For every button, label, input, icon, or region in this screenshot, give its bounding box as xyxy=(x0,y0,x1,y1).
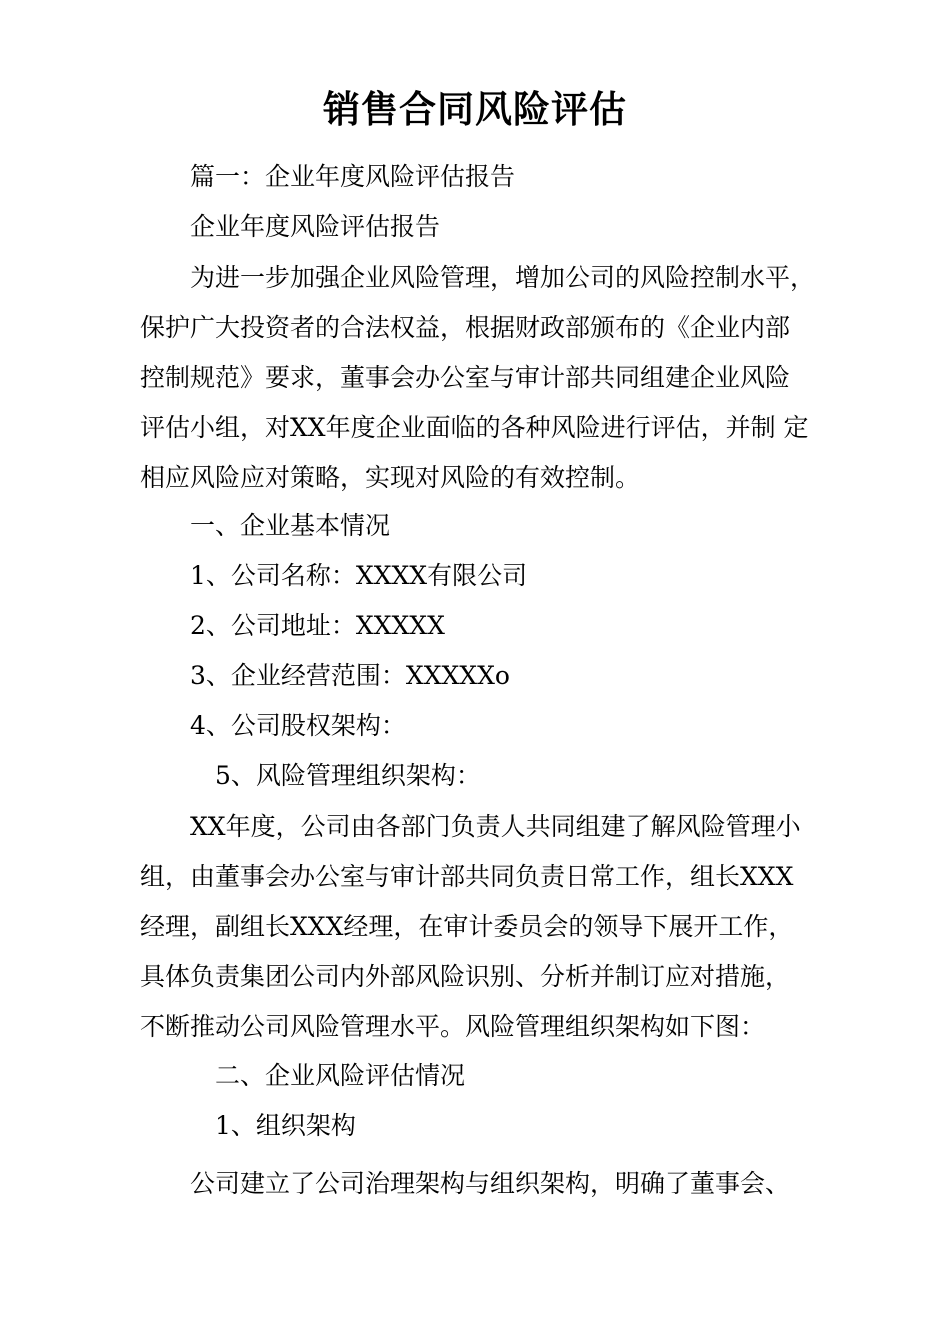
list-item: 2、公司地址：XXXXX xyxy=(190,611,445,640)
paragraph-line: 具体负责集团公司内外部风险识别、分析并制订应对措施， xyxy=(140,962,791,991)
list-item: 4、公司股权架构： xyxy=(190,711,406,740)
intro-paragraph xyxy=(140,253,830,503)
paragraph-line: 不断推动公司风险管理水平。风险管理组织架构如下图： xyxy=(140,1012,766,1041)
paragraph-line: 经理，副组长XXX经理，在审计委员会的领导下展开工作， xyxy=(140,912,794,941)
paragraph-line: 控制规范》要求，董事会办公室与审计部共同组建企业风险 xyxy=(140,363,791,392)
section-heading-1: 一、企业基本情况 xyxy=(190,511,391,540)
report-title-line: 企业年度风险评估报告 xyxy=(190,212,441,241)
paragraph-line: 公司建立了公司治理架构与组织架构，明确了董事会、 xyxy=(190,1169,791,1198)
paragraph-line: XX年度，公司由各部门负责人共同组建了解风险管理小 xyxy=(190,812,801,841)
paragraph-line: 评估小组，对XX年度企业面临的各种风险进行评估，并制 定 xyxy=(140,413,809,442)
paragraph-line: 组，由董事会办公室与审计部共同负责日常工作，组长XXX xyxy=(140,862,794,891)
document-title: 销售合同风险评估 xyxy=(323,88,627,131)
org-paragraph xyxy=(140,802,830,1052)
subtitle-line: 篇一：企业年度风险评估报告 xyxy=(190,162,516,191)
paragraph-line: 为进一步加强企业风险管理，增加公司的风险控制水平， xyxy=(190,263,816,292)
subsection-heading: 1、组织架构 xyxy=(215,1111,356,1140)
paragraph-line: 相应风险应对策略，实现对风险的有效控制。 xyxy=(140,463,641,492)
list-item: 3、企业经营范围：XXXXXo xyxy=(190,661,510,690)
section-heading-2: 二、企业风险评估情况 xyxy=(215,1061,466,1090)
list-item: 1、公司名称：XXXX有限公司 xyxy=(190,561,528,590)
paragraph-line: 保护广大投资者的合法权益，根据财政部颁布的《企业内部 xyxy=(140,313,791,342)
list-item: 5、风险管理组织架构： xyxy=(215,761,481,790)
